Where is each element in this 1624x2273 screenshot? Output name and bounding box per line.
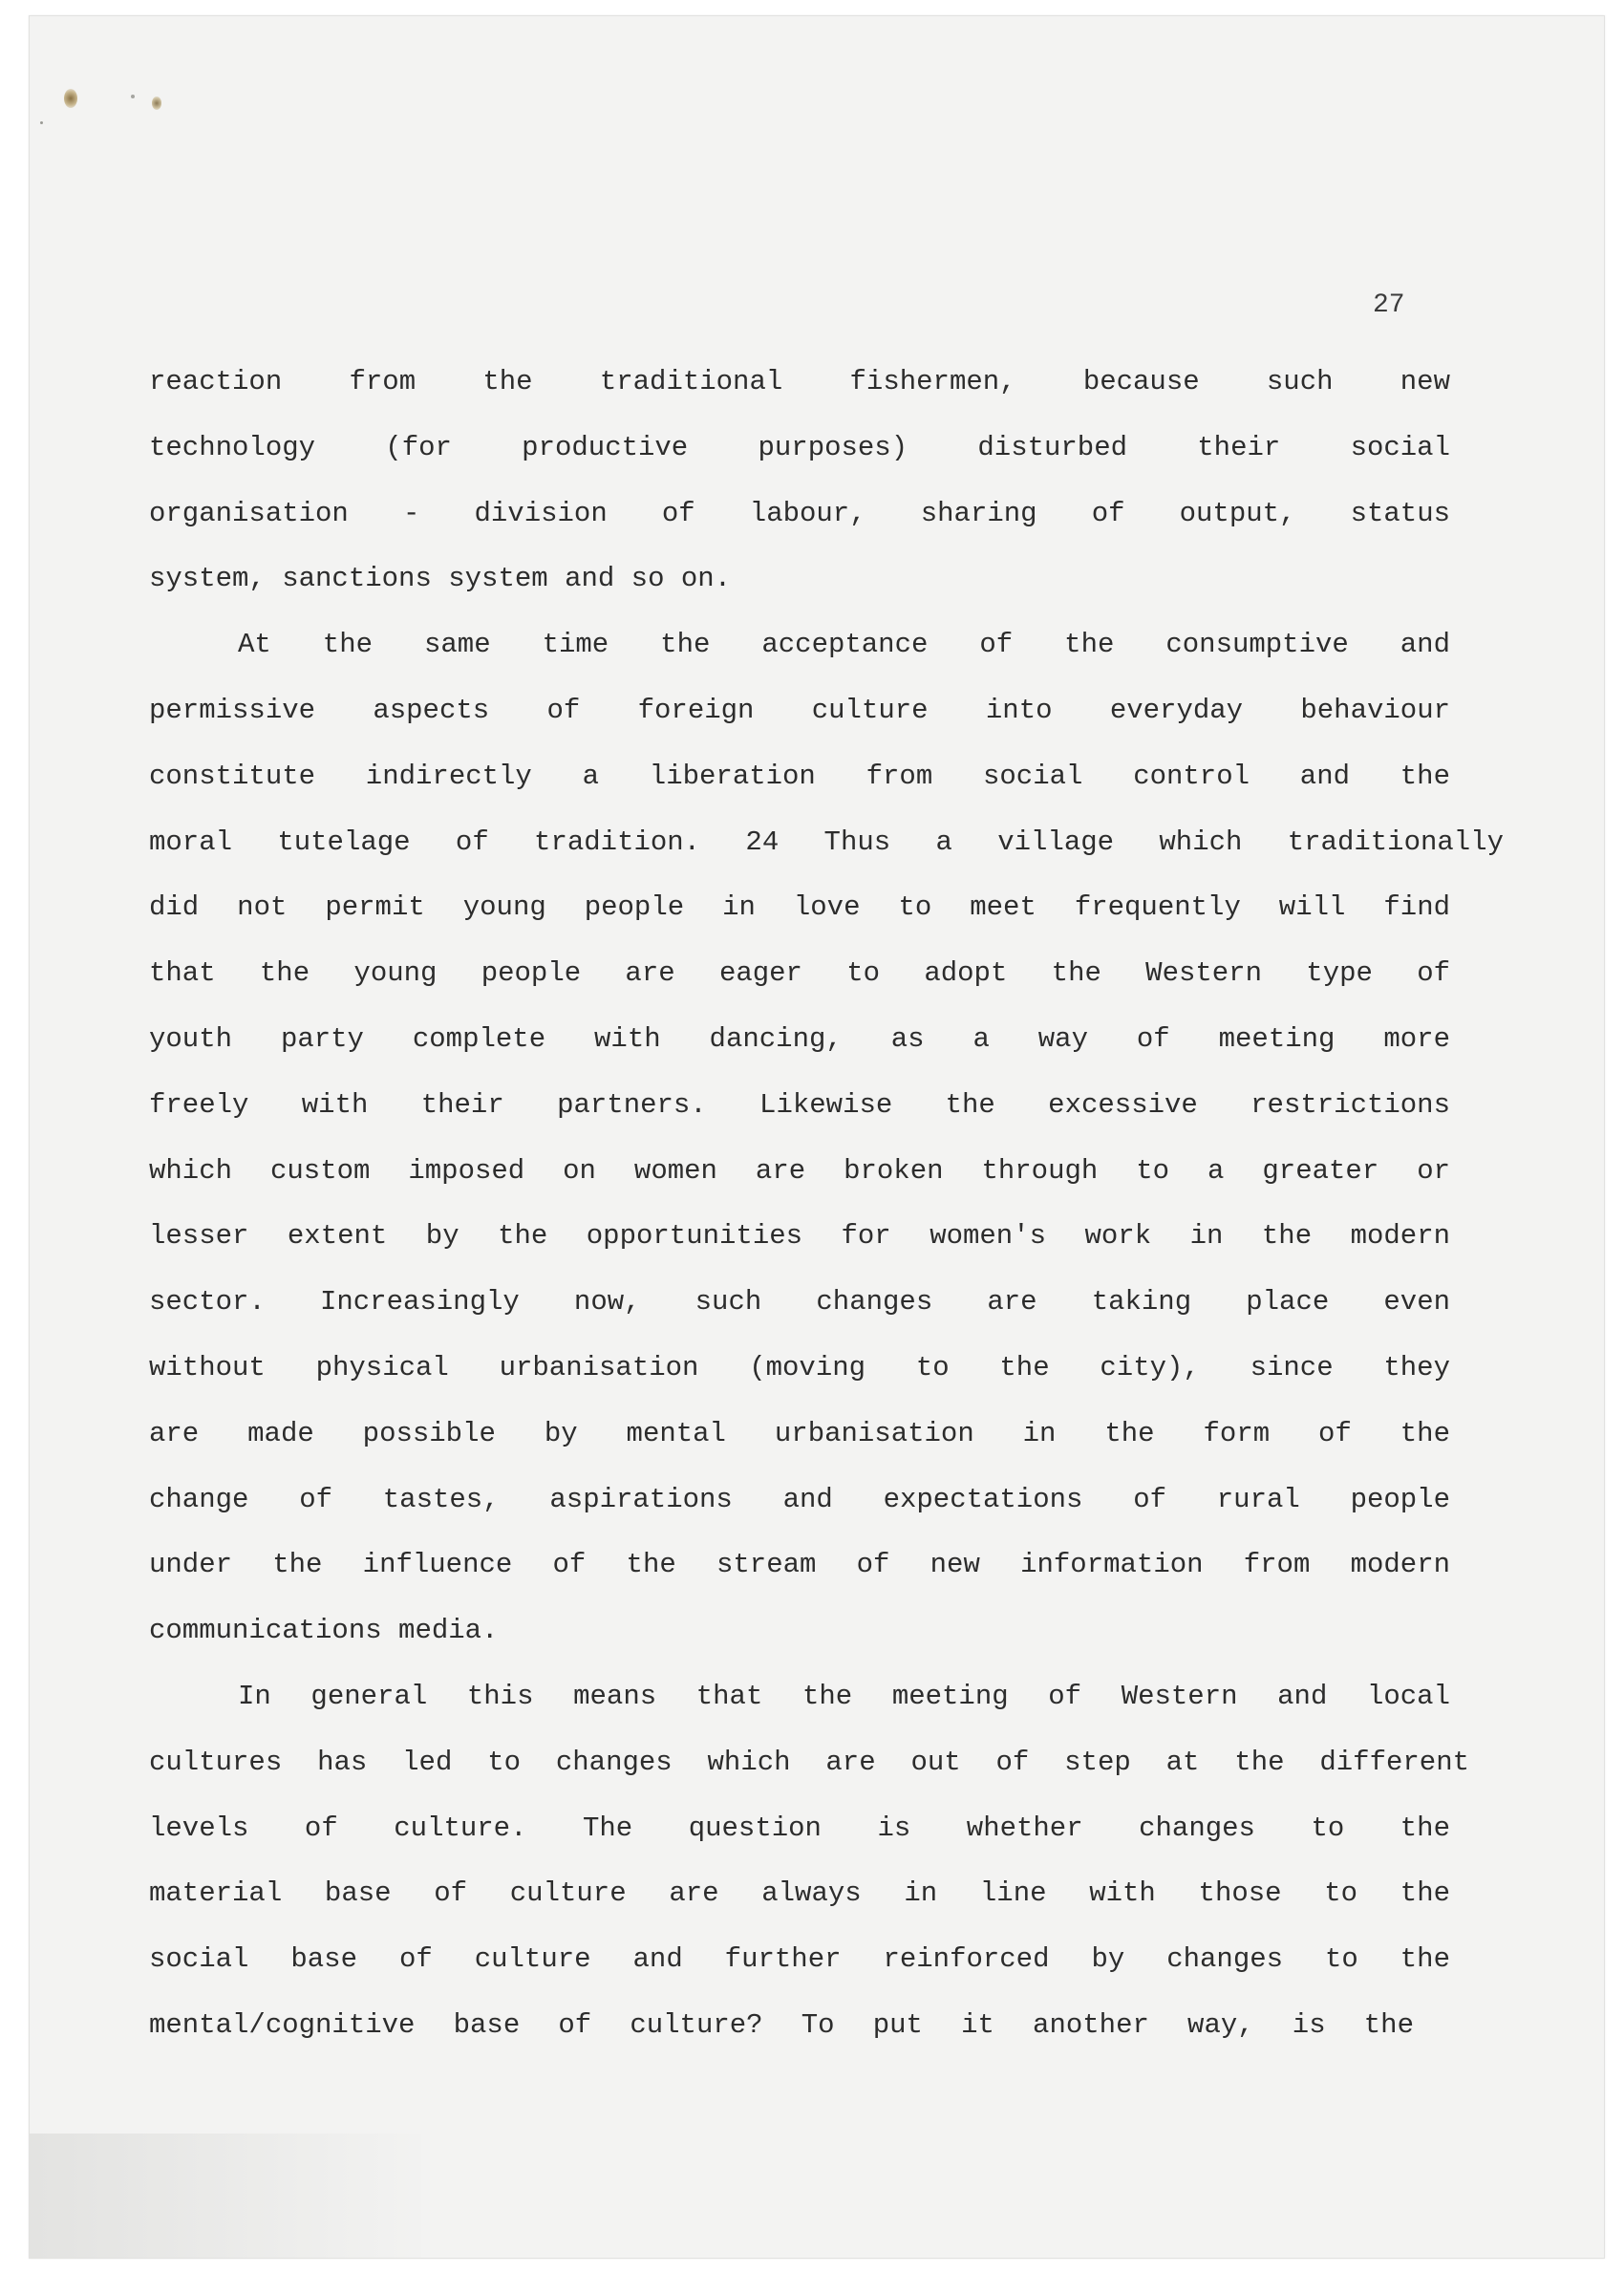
text-line: cultures has led to changes which are out of step at the different bbox=[149, 1746, 1469, 1778]
text-line: material base of culture are always in line with those to the bbox=[149, 1877, 1450, 1910]
paragraph-start-line: At the same time the acceptance of the consumptive and bbox=[238, 629, 1450, 661]
paragraph-start-line: In general this means that the meeting of Western and local bbox=[238, 1680, 1450, 1712]
paper-speck bbox=[40, 121, 43, 124]
page-number: 27 bbox=[1373, 290, 1405, 320]
paper-stain bbox=[152, 96, 161, 110]
text-line: organisation - division of labour, sharing of output, status bbox=[149, 497, 1450, 529]
text-line: change of tastes, aspirations and expectations of rural people bbox=[149, 1483, 1450, 1515]
paragraph-end-line: system, sanctions system and so on. bbox=[149, 563, 732, 595]
body-text bbox=[149, 350, 1504, 2059]
text-line: are made possible by mental urbanisation in the form of the bbox=[149, 1417, 1450, 1449]
text-line: without physical urbanisation (moving to the city), since they bbox=[149, 1351, 1450, 1383]
paper-speck bbox=[131, 95, 135, 98]
text-line: technology (for productive purposes) disturbed their social bbox=[149, 431, 1450, 463]
text-line: did not permit young people in love to meet frequently will find bbox=[149, 891, 1450, 924]
text-line: reaction from the traditional fishermen, because such new bbox=[149, 366, 1450, 397]
text-line: permissive aspects of foreign culture into everyday behaviour bbox=[149, 694, 1450, 726]
text-line: which custom imposed on women are broken through to a greater or bbox=[149, 1154, 1450, 1187]
text-line: mental/cognitive base of culture? To put it another way, is the bbox=[149, 2008, 1414, 2041]
text-line: moral tutelage of tradition. 24 Thus a village which traditionally bbox=[149, 826, 1504, 858]
text-line: under the influence of the stream of new information from modern bbox=[149, 1549, 1450, 1581]
text-line: social base of culture and further reinforced by changes to the bbox=[149, 1943, 1450, 1976]
text-line: freely with their partners. Likewise the excessive restrictions bbox=[149, 1088, 1450, 1121]
text-line: sector. Increasingly now, such changes are taking place even bbox=[149, 1286, 1450, 1319]
paper-shading bbox=[30, 2134, 421, 2258]
text-line: youth party complete with dancing, as a way of meeting more bbox=[149, 1022, 1450, 1055]
text-line: levels of culture. The question is whether changes to the bbox=[149, 1812, 1450, 1844]
paragraph-end-line: communications media. bbox=[149, 1615, 499, 1647]
text-line: that the young people are eager to adopt the Western type of bbox=[149, 957, 1450, 990]
paper-stain bbox=[64, 89, 77, 108]
text-line: lesser extent by the opportunities for women's work in the modern bbox=[149, 1220, 1450, 1253]
text-line: constitute indirectly a liberation from social control and the bbox=[149, 760, 1450, 792]
